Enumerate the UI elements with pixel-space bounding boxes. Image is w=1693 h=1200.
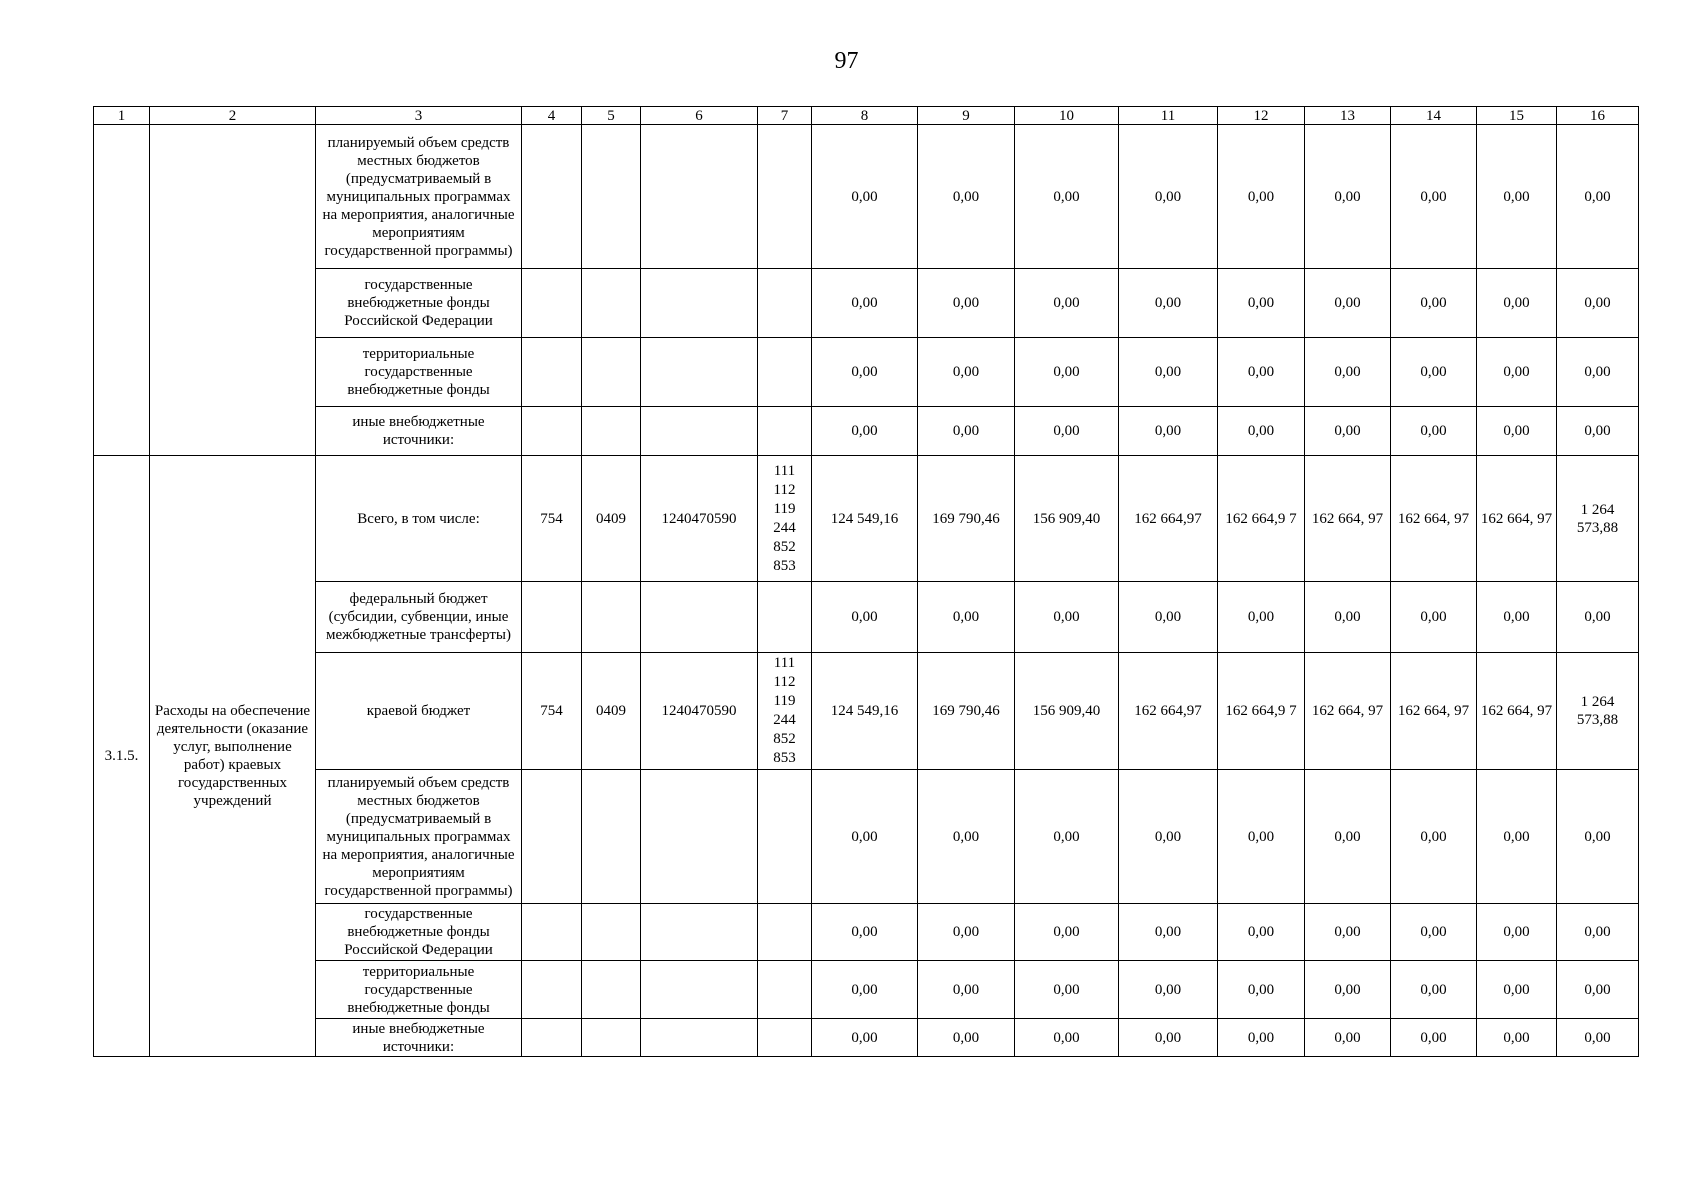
grbs-cell [522, 269, 582, 338]
grbs-cell [522, 582, 582, 653]
column-header: 11 [1119, 107, 1218, 125]
value-cell: 0,00 [1391, 582, 1477, 653]
value-cell: 1 264 573,88 [1557, 456, 1639, 582]
csr-cell [641, 338, 758, 407]
grbs-cell [522, 1019, 582, 1057]
vr-cell: 111 112 119 244 852 853 [758, 456, 812, 582]
value-cell: 0,00 [1477, 770, 1557, 904]
column-header: 15 [1477, 107, 1557, 125]
vr-cell: 111 112 119 244 852 853 [758, 653, 812, 770]
value-cell: 0,00 [1557, 407, 1639, 456]
item-number: 3.1.5. [94, 456, 150, 1057]
vr-cell [758, 582, 812, 653]
table-row [94, 1019, 1639, 1057]
source-cell: планируемый объем средств местных бюджетов (предусматриваемый в муниципальных программах на мероприятия, аналогичные мероприятиям государственной программы) [316, 770, 522, 904]
value-cell: 0,00 [1015, 269, 1119, 338]
column-header: 16 [1557, 107, 1639, 125]
value-cell: 0,00 [1119, 770, 1218, 904]
value-cell: 1 264 573,88 [1557, 653, 1639, 770]
column-header: 4 [522, 107, 582, 125]
previous-item-rows [94, 125, 1639, 456]
value-cell: 0,00 [918, 582, 1015, 653]
value-cell: 0,00 [918, 125, 1015, 269]
value-cell: 0,00 [1391, 904, 1477, 961]
value-cell: 0,00 [1477, 961, 1557, 1019]
value-cell: 0,00 [1305, 269, 1391, 338]
source-cell: территориальные государственные внебюджетные фонды [316, 961, 522, 1019]
value-cell: 0,00 [1015, 904, 1119, 961]
source-cell: Всего, в том числе: [316, 456, 522, 582]
value-cell: 0,00 [812, 269, 918, 338]
table-row [94, 770, 1639, 904]
rzpr-cell [582, 1019, 641, 1057]
grbs-cell: 754 [522, 456, 582, 582]
rzpr-cell [582, 770, 641, 904]
column-header: 6 [641, 107, 758, 125]
value-cell: 0,00 [812, 125, 918, 269]
value-cell: 0,00 [1218, 770, 1305, 904]
item-name: Расходы на обеспечение деятельности (оказание услуг, выполнение работ) краевых государственных учреждений [150, 456, 316, 1057]
value-cell: 0,00 [1119, 961, 1218, 1019]
value-cell: 0,00 [1305, 904, 1391, 961]
value-cell: 0,00 [1557, 770, 1639, 904]
table-row [94, 653, 1639, 770]
value-cell: 162 664, 97 [1305, 653, 1391, 770]
source-cell: территориальные государственные внебюджетные фонды [316, 338, 522, 407]
vr-cell [758, 904, 812, 961]
value-cell: 0,00 [812, 961, 918, 1019]
column-header: 9 [918, 107, 1015, 125]
value-cell: 0,00 [1477, 125, 1557, 269]
value-cell: 162 664,9 7 [1218, 456, 1305, 582]
column-header: 7 [758, 107, 812, 125]
table-row [94, 582, 1639, 653]
name-cell [150, 125, 316, 456]
budget-table [93, 106, 1639, 1057]
value-cell: 0,00 [812, 1019, 918, 1057]
column-header: 10 [1015, 107, 1119, 125]
value-cell: 0,00 [1391, 269, 1477, 338]
value-cell: 0,00 [1477, 904, 1557, 961]
value-cell: 0,00 [1218, 582, 1305, 653]
value-cell: 0,00 [918, 904, 1015, 961]
column-header: 2 [150, 107, 316, 125]
number-cell [94, 125, 150, 456]
value-cell: 124 549,16 [812, 456, 918, 582]
vr-cell [758, 269, 812, 338]
value-cell: 162 664, 97 [1391, 456, 1477, 582]
value-cell: 0,00 [1391, 961, 1477, 1019]
value-cell: 156 909,40 [1015, 653, 1119, 770]
value-cell: 124 549,16 [812, 653, 918, 770]
column-header: 12 [1218, 107, 1305, 125]
table-row [94, 456, 1639, 582]
column-header: 3 [316, 107, 522, 125]
table-row [94, 961, 1639, 1019]
source-cell: государственные внебюджетные фонды Российской Федерации [316, 269, 522, 338]
value-cell: 0,00 [812, 904, 918, 961]
value-cell: 0,00 [1557, 338, 1639, 407]
value-cell: 0,00 [1557, 1019, 1639, 1057]
value-cell: 169 790,46 [918, 653, 1015, 770]
value-cell: 0,00 [1119, 125, 1218, 269]
value-cell: 0,00 [1218, 904, 1305, 961]
csr-cell: 1240470590 [641, 456, 758, 582]
grbs-cell [522, 338, 582, 407]
grbs-cell: 754 [522, 653, 582, 770]
value-cell: 0,00 [1391, 770, 1477, 904]
value-cell: 169 790,46 [918, 456, 1015, 582]
value-cell: 0,00 [812, 407, 918, 456]
value-cell: 0,00 [1557, 269, 1639, 338]
vr-cell [758, 770, 812, 904]
table-row [94, 407, 1639, 456]
value-cell: 0,00 [1218, 407, 1305, 456]
value-cell: 0,00 [1218, 338, 1305, 407]
value-cell: 0,00 [1218, 269, 1305, 338]
value-cell: 0,00 [812, 770, 918, 904]
table-row [94, 269, 1639, 338]
csr-cell [641, 125, 758, 269]
value-cell: 0,00 [1218, 1019, 1305, 1057]
value-cell: 0,00 [1477, 338, 1557, 407]
page-number: 97 [834, 48, 859, 74]
value-cell: 0,00 [812, 338, 918, 407]
grbs-cell [522, 961, 582, 1019]
grbs-cell [522, 770, 582, 904]
rzpr-cell [582, 269, 641, 338]
vr-cell [758, 407, 812, 456]
csr-cell [641, 770, 758, 904]
value-cell: 0,00 [1119, 904, 1218, 961]
value-cell: 162 664,97 [1119, 456, 1218, 582]
rzpr-cell: 0409 [582, 653, 641, 770]
value-cell: 0,00 [1391, 338, 1477, 407]
value-cell: 162 664,97 [1119, 653, 1218, 770]
rzpr-cell [582, 582, 641, 653]
value-cell: 0,00 [1015, 582, 1119, 653]
table-row [94, 904, 1639, 961]
csr-cell [641, 269, 758, 338]
column-header: 13 [1305, 107, 1391, 125]
csr-cell [641, 961, 758, 1019]
value-cell: 0,00 [1119, 269, 1218, 338]
value-cell: 0,00 [1305, 125, 1391, 269]
value-cell: 162 664,9 7 [1218, 653, 1305, 770]
value-cell: 0,00 [918, 770, 1015, 904]
value-cell: 0,00 [918, 407, 1015, 456]
value-cell: 0,00 [1119, 582, 1218, 653]
vr-cell [758, 1019, 812, 1057]
value-cell: 162 664, 97 [1305, 456, 1391, 582]
value-cell: 0,00 [1477, 582, 1557, 653]
source-cell: краевой бюджет [316, 653, 522, 770]
value-cell: 162 664, 97 [1391, 653, 1477, 770]
value-cell: 0,00 [1305, 961, 1391, 1019]
value-cell: 0,00 [918, 961, 1015, 1019]
source-cell: иные внебюджетные источники: [316, 407, 522, 456]
csr-cell [641, 904, 758, 961]
value-cell: 0,00 [1305, 407, 1391, 456]
value-cell: 0,00 [1557, 904, 1639, 961]
rzpr-cell [582, 125, 641, 269]
value-cell: 0,00 [1218, 961, 1305, 1019]
value-cell: 0,00 [1391, 407, 1477, 456]
item-3-1-5-rows [94, 456, 1639, 1057]
vr-cell [758, 338, 812, 407]
value-cell: 0,00 [918, 1019, 1015, 1057]
grbs-cell [522, 904, 582, 961]
value-cell: 0,00 [1557, 582, 1639, 653]
csr-cell [641, 582, 758, 653]
rzpr-cell [582, 338, 641, 407]
vr-cell [758, 125, 812, 269]
value-cell: 0,00 [1391, 125, 1477, 269]
column-header: 1 [94, 107, 150, 125]
grbs-cell [522, 407, 582, 456]
rzpr-cell [582, 904, 641, 961]
value-cell: 162 664, 97 [1477, 653, 1557, 770]
value-cell: 0,00 [1015, 407, 1119, 456]
value-cell: 0,00 [1557, 961, 1639, 1019]
source-cell: федеральный бюджет (субсидии, субвенции, иные межбюджетные трансферты) [316, 582, 522, 653]
csr-cell [641, 1019, 758, 1057]
value-cell: 0,00 [1305, 582, 1391, 653]
source-cell: планируемый объем средств местных бюджетов (предусматриваемый в муниципальных программах на мероприятия, аналогичные мероприятиям государственной программы) [316, 125, 522, 269]
value-cell: 0,00 [1477, 269, 1557, 338]
value-cell: 0,00 [1119, 1019, 1218, 1057]
value-cell: 0,00 [918, 269, 1015, 338]
source-cell: иные внебюджетные источники: [316, 1019, 522, 1057]
column-header: 8 [812, 107, 918, 125]
value-cell: 0,00 [918, 338, 1015, 407]
value-cell: 0,00 [1015, 1019, 1119, 1057]
value-cell: 0,00 [1391, 1019, 1477, 1057]
value-cell: 0,00 [1305, 338, 1391, 407]
value-cell: 0,00 [1557, 125, 1639, 269]
value-cell: 156 909,40 [1015, 456, 1119, 582]
value-cell: 162 664, 97 [1477, 456, 1557, 582]
column-header: 14 [1391, 107, 1477, 125]
csr-cell: 1240470590 [641, 653, 758, 770]
value-cell: 0,00 [1015, 961, 1119, 1019]
value-cell: 0,00 [812, 582, 918, 653]
table-row [94, 125, 1639, 269]
value-cell: 0,00 [1015, 125, 1119, 269]
rzpr-cell [582, 961, 641, 1019]
value-cell: 0,00 [1119, 407, 1218, 456]
value-cell: 0,00 [1477, 1019, 1557, 1057]
csr-cell [641, 407, 758, 456]
source-cell: государственные внебюджетные фонды Российской Федерации [316, 904, 522, 961]
value-cell: 0,00 [1305, 1019, 1391, 1057]
table-row [94, 338, 1639, 407]
rzpr-cell [582, 407, 641, 456]
grbs-cell [522, 125, 582, 269]
value-cell: 0,00 [1015, 338, 1119, 407]
value-cell: 0,00 [1477, 407, 1557, 456]
value-cell: 0,00 [1305, 770, 1391, 904]
vr-cell [758, 961, 812, 1019]
header-row [94, 107, 1639, 125]
value-cell: 0,00 [1218, 125, 1305, 269]
value-cell: 0,00 [1015, 770, 1119, 904]
rzpr-cell: 0409 [582, 456, 641, 582]
value-cell: 0,00 [1119, 338, 1218, 407]
column-header: 5 [582, 107, 641, 125]
